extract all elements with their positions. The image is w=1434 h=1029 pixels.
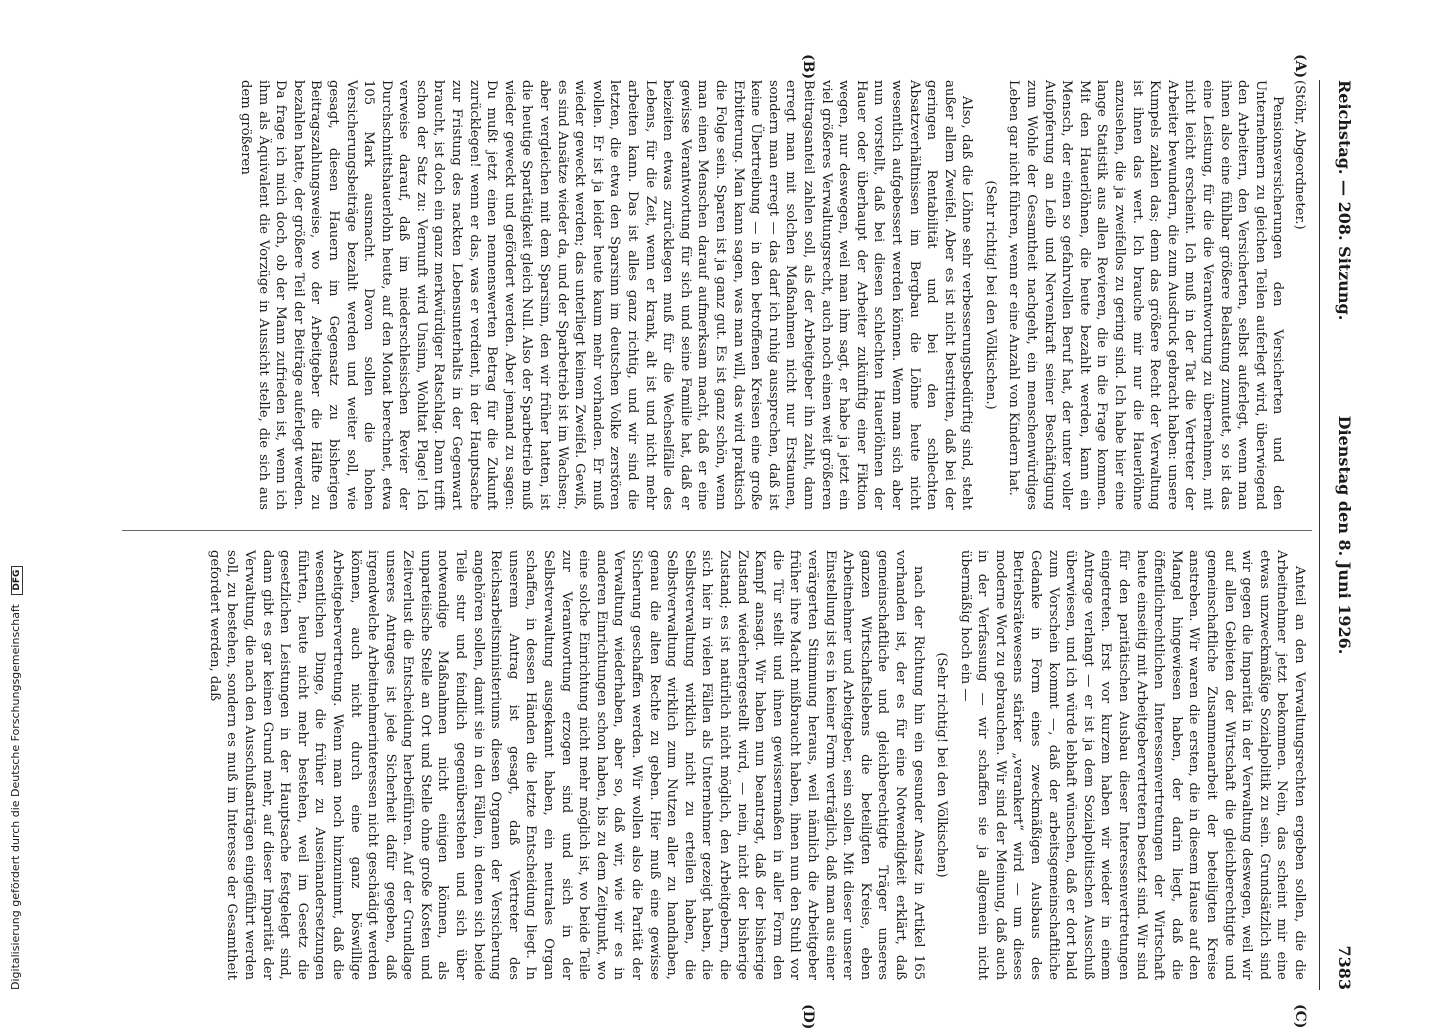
paragraph: Also, daß die Löhne sehr verbesserungsbedürftig sind, steht außer allem Zweifel. Aber es ist nicht bestritten, daß bei der geringen Rentabilität und bei den schlechten Absatzverhältnissen im Bergbau die Löhne heute nicht wesentlich aufgebessert werden können. Wenn man sich aber nun vorstellt, daß bei diesen schlechten Hauerlöhnen der Hauer oder überhaupt der Arbeiter zukünftig einer Fiktion wegen, nur deswegen, weil man ihm sagt, er habe ja jetzt ein viel größeres Verwaltungsrecht, auch noch einen weit größeren Beitragsanteil zahlen soll, als der Arbeitgeber ihn zahlt, dann erregt man mit solchen Maßnahmen nicht nur Erstaunen, sondern man erregt — das darf ich ruhig aussprechen, daß ist keine Übertreibung — in den betroffenen Kreisen eine große Erbitterung. Man kann sagen, was man will, das wird praktisch die Folge sein. Sparen ist ja ganz gut. Es ist ganz schön, wenn man einen Menschen darauf aufmerksam macht, daß er eine gewisse Verantwortung für sich und seine Familie hat, daß er beizeiten etwas zurücklegen muß für die Wechselfälle des Lebens, für die Zeit, wenn er krank, alt ist und nicht mehr arbeiten kann. Das ist alles ganz richtig, und wir sind die letzten, die etwa den Sparsinn im deutschen Volke zerstören wollen. Er ist ja leider heute kaum mehr vorhanden. Er muß wieder geweckt werden; das unterliegt keinem Zweifel. Gewiß, es sind Ansätze wieder da, und der Sparbetrieb ist im Wachsen; aber vergleichen mit dem Sparsinn, den wir früher hatten, ist die heutige Spartätigkeit gleich Null. Also der Sparbetrieb muß wieder geweckt und gefördert werden. Aber jemand zu sagen: Du mußt jetzt einen nennenswerten Betrag für die Zukunft zurücklegen! wenn er das, was er verdient, in der Hauptsache zur Fristung des nackten Lebensunterhalts in der Gegenwart braucht, ist doch ein ganz merkwürdiger Ratschlag. Dann trifft schon der Satz zu: Vernunft wird Unsinn, Wohltat Plage! Ich verweise darauf, daß im niederschlesischen Revier der Durchschnittshauerlohn heute, auf den Monat berechnet, etwa 105 Mark ausmacht. Davon sollen die hohen Versicherungsbeiträge bezahlt werden und weiter soll, wie gesagt, diesen Hauern im Gegensatz zu bisherigen Beitragszahlungsweise, wo der Arbeitgeber die Hälfte zu bezahlen hatte, der größere Teil der Beiträge auferlegt werden. Da frage ich mich doch, ob der Mann zufrieden ist, wenn ich ihm als Äquivalent die Vorzüge in Aussicht stelle, die sich aus dem größeren <box>237 80 975 510</box>
margin-marker-b: (B) <box>800 54 816 80</box>
page-number: 7383 <box>1335 945 1354 990</box>
dfg-logo: DFG <box>11 566 23 595</box>
margin-marker-c: (C) <box>1292 1004 1308 1029</box>
paragraph: Anteil an den Verwaltungsrechten ergeben sollen, die die Arbeitnehmer jetzt bekommen. Nein, das scheint mir eine etwas unzweckmäßige Sozialpolitik zu sein. Grundsätzlich sind wir gegen die Imparität in der Verwaltung deswegen, weil wir auf allen Gebieten der Wirtschaft die gleichberechtigte und gemeinschaftliche Zusammenarbeit der beteiligten Kreise anstreben. Wir waren die ersten, die in diesem Hause auf den Mangel hingewiesen haben, der darin liegt, daß die öffentlichrechtlichen Interessenvertretungen der Wirtschaft heute einseitig mit Arbeitgebervertretern besetzt sind. Wir sind für den paritätischen Ausbau dieser Interessenvertretungen eingetreten. Erst vor kurzem haben wir wieder in einem Antrage verlangt — er ist ja dem Sozialpolitischen Ausschuß überwiesen, und ich würde lebhaft wünschen, daß er dort bald zum Vorschein kommt —, daß der arbeitsgemeinschaftliche Gedanke in Form eines zweckmäßigen Ausbaus des Betriebsrätewesens stärker „verankert“ wird — um dieses moderne Wort zu gebrauchen. Wir sind der Meinung, daß auch in der Verfassung — wir schaffen sie ja allgemein nicht übermäßig hoch ein — <box>957 550 1307 980</box>
document-page <box>110 54 1360 1029</box>
header-date: Dienstag den 8. Juni 1926. <box>1335 415 1354 655</box>
page-header <box>1319 80 1360 990</box>
paragraph: Pensionsversicherungen den Versicherten und den Unternehmern zu gleichen Teilen auferlegt wird, überwiegend den Arbeitern, den Versicherten, selbst auferlegt, wenn man ihnen also eine fühlbar größere Belastung zumutet, so ist das eine Leistung, für die die Verantwortung zu übernehmen, mit nicht leicht erscheint. Ich muß in der Tat die Vertreter der Arbeiter bewundern, die zum Ausdruck gebracht haben: unsere Kumpels zahlen das; denn das größere Recht der Verwaltung ist ihnen das wert. Ich brauche mir nur die Hauerlöhne anzusehen, die ja zweifellos zu gering sind. Ich habe hier eine lange Statistik aus allen Revieren, die in die Frage kommen. Mit den Hauerlöhnen, die heute bezahlt werden, kann ein Mensch, der einen so gefahrvollen Beruf hat, der unter voller Aufopferung an Leib und Nervenkraft seiner Beschäftigung zum Wohle der Gesamtheit nachgeht, ein menschenwürdiges Leben gar nicht führen, wenn er eine Anzahl von Kindern hat. <box>1006 80 1286 510</box>
speaker-label: (Stöhr, Abgeordneter.) <box>1292 80 1307 230</box>
credit-text: Digitalisierung gefördert durch die Deutsche Forschungsgemeinschaft <box>9 604 22 990</box>
margin-marker-a: (A) <box>1292 54 1308 79</box>
credit-line <box>9 0 23 990</box>
header-left: Reichstag. — 208. Sitzung. <box>1335 80 1354 321</box>
right-column <box>201 550 1308 980</box>
paragraph: nach der Richtung hin ein gesunder Ansatz in Artikel 165 vorhanden ist, der es für eine Notwendigkeit erklärt, daß gemeinschaftliche und gleichberechtigte Träger unseres ganzen Wirtschaftslebens die beteiligten Kreise, eben Arbeitnehmer und Arbeitgeber, sein sollen. Mit dieser unserer Einstellung ist es in keiner Form verträglich, daß man aus einer verärgerten Stimmung heraus, weil nämlich die Arbeitgeber früher ihre Macht mißbraucht haben, ihnen nun den Stuhl vor die Tür stellt und ihnen gewissermaßen in aller Form den Kampf ansagt. Wir haben nun beantragt, daß der bisherige Zustand wiederhergestellt wird, — nein, nicht der bisherige Zustand; es ist natürlich nicht möglich, den Arbeitgebern, die sich hier in vielen Fällen als Unternehmer gezeigt haben, die Selbstverwaltung wirklich nicht zu erteilen haben, die Selbstverwaltung wirklich zum Nutzen aller zu handhaben, genau die alten Rechte zu geben. Hier muß eine gewisse Sicherung geschaffen werden. Wir wollen also die Parität der Verwaltung wiederhaben, aber so, daß wir, wie wir es in anderen Einrichtungen schon haben, bis zu dem Zeitpunkt, wo eine solche Einrichtung nicht mehr möglich ist, wo beide Teile zur Verantwortung erzogen sind und sich in der Selbstverwaltung ausgekannt haben, ein neutrales Organ schaffen, in dessen Händen die letzte Entscheidung liegt. In unserem Antrag ist gesagt, daß Vertreter des Reichsarbeitsministeriums diesen Organen der Versicherung angehören sollen, damit sie in den Fällen, in denen sich beide Teile stur und feindlich gegenüberstehen und sich über notwendige Maßnahmen nicht einigen können, als unparteiische Stelle an Ort und Stelle ohne große Kosten und Zeitverlust die Entscheidung herbeiführen. Auf der Grundlage unseres Antrages ist jede Sicherheit dafür gegeben, daß irgendwelche Arbeitnehmerinteressen nicht geschädigt werden können, auch nicht durch eine ganz böswillige Arbeitgebervertretung. Wenn man noch hinzunimmt, daß die wesentlichen Dinge, die früher zu Auseinandersetzungen führten, heute nicht mehr bestehen, weil im Gesetz die gesetzlichen Leistungen in der Hauptsache festgelegt sind, dann gibt es gar keinen Grund mehr, auf dieser Imparität der Verwaltung, die nach den Ausschußanträgen eingeführt werden soll, zu bestehen, sondern es muß im Interesse der Gesamtheit gefordert werden, daß <box>206 550 926 980</box>
column-divider <box>122 530 1312 531</box>
interjection: (Sehr richtig! bei den Völkischen) <box>934 652 950 878</box>
sidebar-credit <box>0 0 26 1000</box>
margin-marker-d: (D) <box>800 1004 816 1029</box>
left-column <box>232 80 1308 510</box>
interjection: (Sehr richtig! bei den Völkischen.) <box>982 180 998 410</box>
